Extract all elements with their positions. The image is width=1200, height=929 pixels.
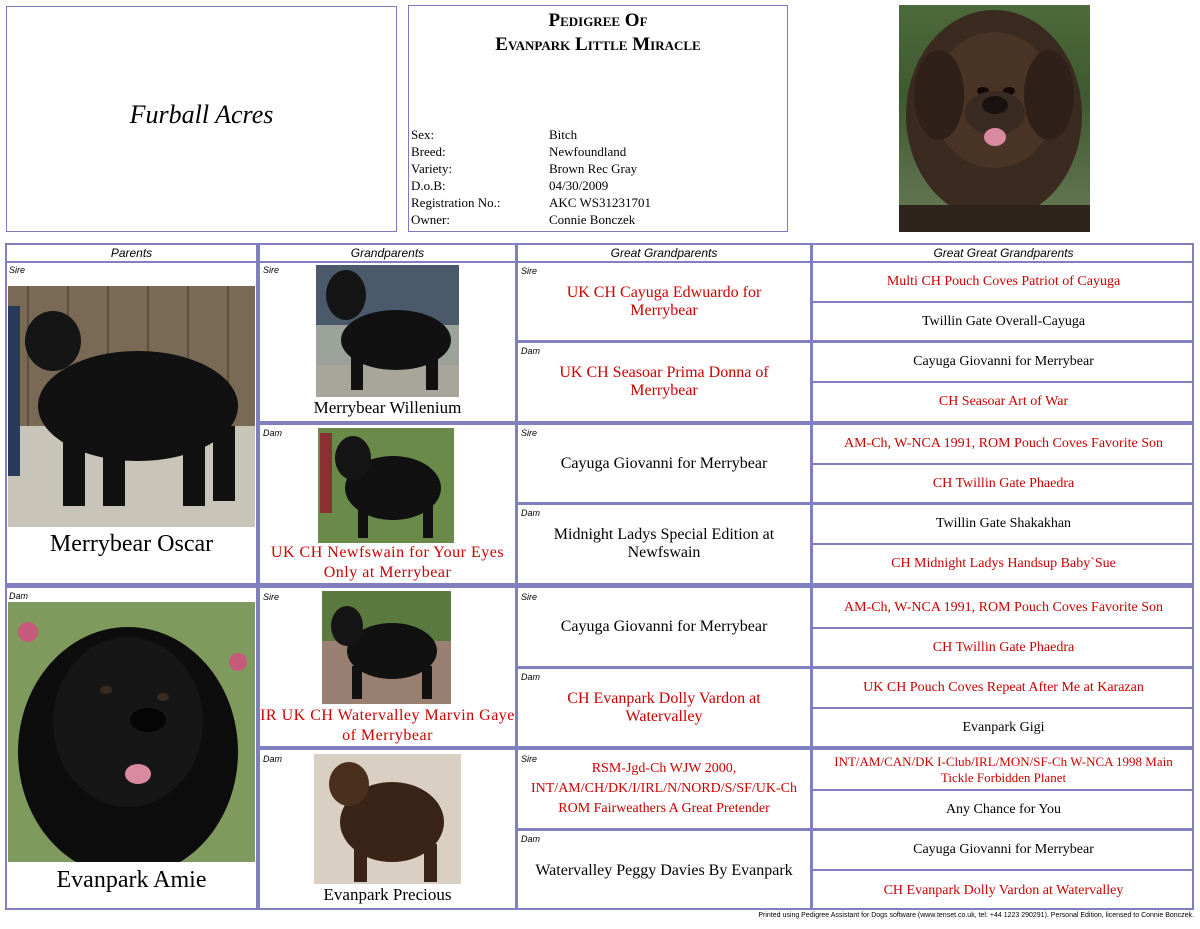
gggp-13: INT/AM/CAN/DK I-Club/IRL/MON/SF-Ch W-NCA 1998 Main Tickle Forbidden Planet	[834, 753, 1173, 785]
ggp-sss-name: UK CH Cayuga Edwuardo for Merrybear	[566, 283, 762, 319]
gp-sd-photo	[318, 428, 454, 543]
kennel-name: Furball Acres	[129, 100, 274, 129]
gggp-9: AM-Ch, W-NCA 1991, ROM Pouch Coves Favorite Son	[843, 599, 1164, 615]
pedigree-title-line2: Evanpark Little Miracle	[495, 34, 701, 55]
gp-ds-name: IR UK CH Watervalley Marvin Gaye of Merrybear	[260, 707, 515, 744]
ggp-sdd-tag: Dam	[521, 508, 541, 518]
header-great-great-grandparents: Great Great Grandparents	[933, 246, 1074, 260]
footer-credit: Printed using Pedigree Assistant for Dogs software (www.tenset.co.uk, tel: +44 1223 290291). Personal Edition, licensed to Connie Bonczek.	[758, 912, 1194, 919]
info-value-owner: Connie Bonczek	[549, 212, 636, 227]
gggp-7: Twillin Gate Shakakhan	[935, 516, 1072, 531]
ggp-ddd-tag: Dam	[521, 834, 541, 844]
gp-ds-tag: Sire	[263, 592, 280, 602]
ggp-dds-name: RSM-Jgd-Ch WJW 2000, INT/AM/CH/DK/I/IRL/N/NORD/S/SF/UK-Ch ROM Fairweathers A Great Pretender	[530, 761, 798, 816]
ggp-sss-tag: Sire	[521, 266, 538, 276]
gggp-16: CH Evanpark Dolly Vardon at Watervalley	[883, 882, 1124, 898]
gggp-3: Cayuga Giovanni for Merrybear	[913, 354, 1094, 369]
info-label-sex: Sex:	[411, 127, 435, 142]
info-value-registration: AKC WS31231701	[549, 195, 651, 210]
gggp-6: CH Twillin Gate Phaedra	[932, 475, 1075, 491]
dam-name: Evanpark Amie	[56, 866, 207, 893]
info-value-sex: Bitch	[549, 127, 578, 142]
main-dog-photo	[899, 5, 1090, 232]
gggp-11: UK CH Pouch Coves Repeat After Me at Karazan	[863, 680, 1144, 695]
info-value-breed: Newfoundland	[549, 144, 627, 159]
gp-dd-tag: Dam	[263, 754, 283, 764]
ggp-dds-tag: Sire	[521, 754, 538, 764]
ggp-ddd-name: Watervalley Peggy Davies By Evanpark	[535, 861, 793, 879]
gggp-8: CH Midnight Ladys Handsup Baby`Sue	[891, 556, 1116, 571]
gp-ss-photo	[316, 265, 459, 397]
ggp-dss-tag: Sire	[521, 592, 538, 602]
sire-photo	[8, 286, 255, 527]
info-label-owner: Owner:	[411, 212, 450, 227]
ggp-ssd-tag: Dam	[521, 346, 541, 356]
ggp-sds-tag: Sire	[521, 428, 538, 438]
ggp-dsd-name: CH Evanpark Dolly Vardon at Watervalley	[567, 689, 761, 725]
header-parents: Parents	[110, 246, 153, 260]
pedigree-title-line1: Pedigree Of	[548, 10, 648, 31]
gp-ss-tag: Sire	[263, 265, 280, 275]
ggp-dss-name: Cayuga Giovanni for Merrybear	[560, 618, 768, 635]
info-label-registration: Registration No.:	[411, 195, 501, 210]
ggp-dsd-tag: Dam	[521, 672, 541, 682]
info-label-variety: Variety:	[411, 161, 453, 176]
gggp-15: Cayuga Giovanni for Merrybear	[913, 842, 1094, 857]
gggp-12: Evanpark Gigi	[962, 719, 1045, 735]
gp-ds-photo	[322, 591, 451, 704]
info-label-dob: D.o.B:	[411, 178, 446, 193]
ggp-sdd-name: Midnight Ladys Special Edition at Newfswain	[553, 526, 775, 561]
gp-sd-name: UK CH Newfswain for Your Eyes Only at Merrybear	[270, 544, 505, 581]
gp-dd-name: Evanpark Precious	[323, 885, 452, 904]
header-grandparents: Grandparents	[350, 246, 425, 260]
sire-tag: Sire	[9, 265, 26, 275]
gp-ss-name: Merrybear Willenium	[313, 398, 462, 417]
gggp-10: CH Twillin Gate Phaedra	[932, 639, 1075, 655]
sire-name: Merrybear Oscar	[49, 530, 214, 557]
ggp-sds-name: Cayuga Giovanni for Merrybear	[560, 454, 768, 472]
gggp-2: Twillin Gate Overall-Cayuga	[921, 313, 1086, 329]
dam-tag: Dam	[9, 591, 29, 601]
header-great-grandparents: Great Grandparents	[610, 246, 718, 260]
info-value-variety: Brown Rec Gray	[549, 161, 638, 176]
gp-sd-tag: Dam	[263, 428, 283, 438]
gp-dd-photo	[314, 754, 461, 884]
dam-photo	[8, 602, 255, 862]
gggp-5: AM-Ch, W-NCA 1991, ROM Pouch Coves Favorite Son	[843, 436, 1164, 451]
gggp-4: CH Seasoar Art of War	[938, 394, 1069, 409]
info-label-breed: Breed:	[411, 144, 446, 159]
gggp-14: Any Chance for You	[945, 801, 1062, 817]
gggp-1: Multi CH Pouch Coves Patriot of Cayuga	[886, 274, 1121, 289]
ggp-ssd-name: UK CH Seasoar Prima Donna of Merrybear	[559, 364, 769, 399]
info-value-dob: 04/30/2009	[549, 178, 609, 193]
